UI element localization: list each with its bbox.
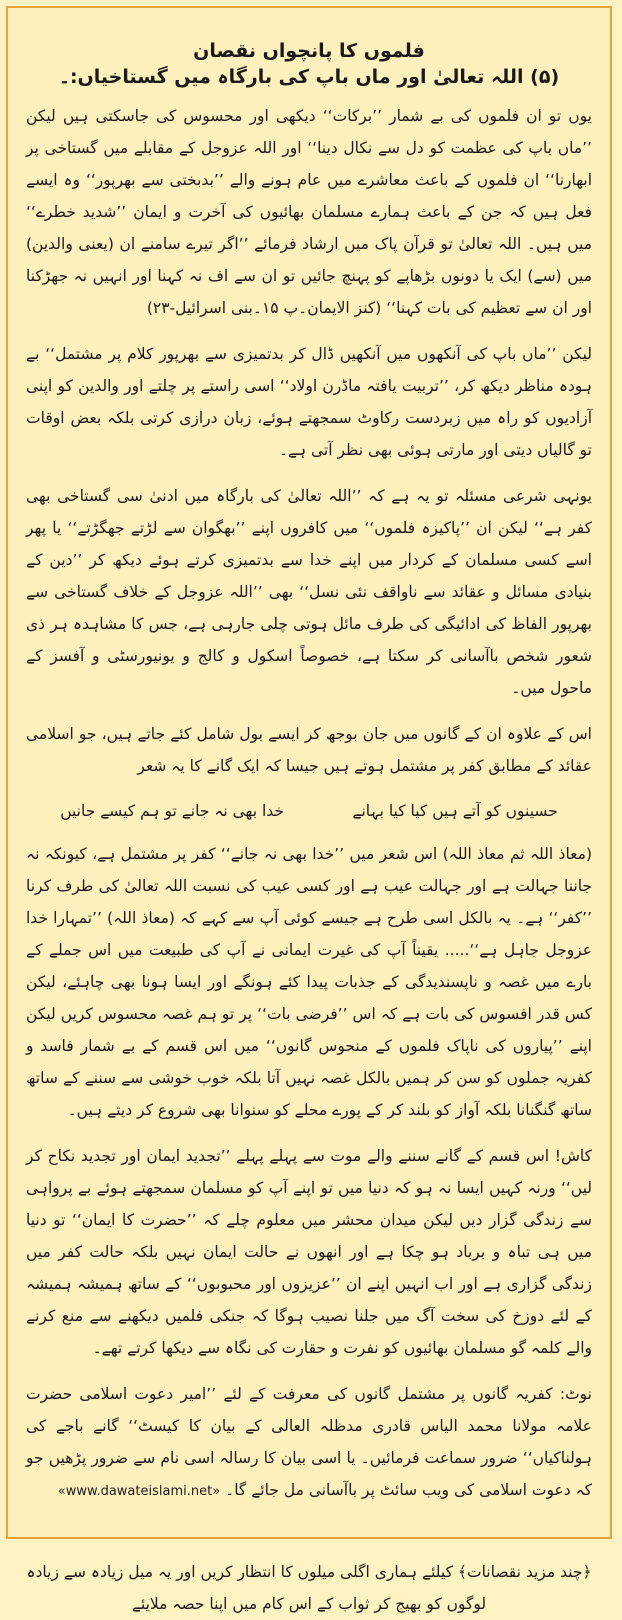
- paragraph-6: کاش! اس قسم کے گانے سننے والے موت سے پہلے پہلے ’’تجدید ایمان اور تجدید نکاح کر لیں‘‘ ورنہ کہیں ایسا نہ ہو کہ دنیا میں تو اپنے آپ کو مسلمان سمجھتے ہوئے بے پرواہی سے زندگی گزار دیں لیکن میدان محشر میں معلوم چلے کہ ’’حضرت کا ایمان‘‘ تو دنیا میں ہی تباہ و برباد ہو چکا ہے اور انھوں نے حالت ایمان نہیں بلکہ حالت کفر میں زندگی گزاری ہے اور اب انہیں اپنے ان ’’عزیزوں اور محبوبوں‘‘ کے ساتھ ہمیشہ ہمیشہ کے لئے دوزخ کی سخت آگ میں جلنا نصیب ہوگا کہ جنکی فلمیں دیکھنے سے منع کرنے والے کلمہ گو مسلمان بھائیوں کو نفرت و حقارت کی نگاہ سے دیکھا کرتے تھے۔: [26, 1147, 592, 1357]
- paragraph-2: لیکن ’’ماں باپ کی آنکھوں میں آنکھیں ڈال کر بدتمیزی سے بھرپور کلام پر مشتمل‘‘ بے ہودہ مناظر دیکھ کر، ’’تربیت یافتہ ماڈرن اولاد‘‘ اسی راستے پر چلتے اور والدین کو اپنی آزادیوں کو راہ میں زبردست رکاوٹ سمجھتے ہوئے، زبان درازی کرتی بلکہ بعض اوقات تو گالیاں دیتی اور مارتی ہوئی بھی نظر آتی ہے۔: [26, 345, 592, 459]
- section-heading: (۵) اللہ تعالیٰ اور ماں باپ کی بارگاہ میں گستاخیاں:۔: [58, 66, 560, 88]
- page-title: فلموں کا پانچواں نقصان: [193, 40, 425, 62]
- poem-couplet: [26, 796, 592, 826]
- paragraph-5: (معاذ اللہ ثم معاذ اللہ) اس شعر میں ’’خدا بھی نہ جانے‘‘ کفر پر مشتمل ہے، کیونکہ نہ جاننا جہالت ہے اور جہالت عیب ہے اور کسی عیب کی نسبت اللہ تعالیٰ کی طرف کرنا ’’کفر‘‘ ہے۔ یہ بالکل اسی طرح ہے جیسے کوئی آپ سے کہے کہ (معاذ اللہ) ’’تمہارا خدا عزوجل جاہل ہے‘‘..... یقیناً آپ کی غیرت ایمانی نے آپ کی طبیعت میں اس جملے کے بارے میں غصہ و ناپسندیدگی کے جذبات پیدا کئے ہونگے اور ایسا ہونا بھی چاہئے، لیکن کس قدر افسوس کی بات ہے کہ اس ’’فرضی بات‘‘ پر تو ہم غصہ محسوس کریں لیکن اپنے ’’پیاروں کی ناپاک فلموں کے منحوس گانوں‘‘ میں اس قسم کے بے شمار فاسد و کفریہ جملوں کو سن کر ہمیں بالکل غصہ نہیں آتا بلکہ خوب خوشی سے سننے کے ساتھ ساتھ گنگنانا بلکہ آواز کو بلند کر کے پورے محلے کو سنوانا بھی شروع کر دیتے ہیں۔: [26, 845, 592, 1119]
- note-block: [26, 1378, 592, 1508]
- footer-message: ﴿چند مزید نقصانات﴾ کیلئے ہماری اگلی میلوں کا انتظار کریں اور یہ میل زیادہ سے زیادہ لوگوں کو بھیج کر ثواب کے اس کام میں اپنا حصہ ملایئے: [26, 1563, 592, 1613]
- document-frame: [6, 6, 612, 1613]
- document-content: [8, 8, 610, 1620]
- paragraph-4: اس کے علاوہ ان کے گانوں میں جان بوجھ کر ایسے بول شامل کئے جاتے ہیں، جو اسلامی عقائد کے مطابق کفر پر مشتمل ہوتے ہیں جیسا کہ ایک گانے کا یہ شعر: [26, 725, 592, 775]
- paragraph-1: یوں تو ان فلموں کی بے شمار ’’برکات‘‘ دیکھی اور محسوس کی جاسکتی ہیں لیکن ’’ماں باپ کی عظمت کو دل سے نکال دینا‘‘ اور اللہ عزوجل کے مقابلے میں گستاخی پر ابھارنا‘‘ ان فلموں کے باعث معاشرے میں عام ہونے والے ’’بدبختی سے بھرپور‘‘ وہ ایسے فعل ہیں کہ جن کے باعث ہمارے مسلمان بھائیوں کی آخرت و ایمان ’’شدید خطرے‘‘ میں ہیں۔ اللہ تعالیٰ تو قرآن پاک میں ارشاد فرمائے ’’اگر تیرے سامنے ان (یعنی والدین) میں (سے) ایک یا دونوں بڑھاپے کو پہنچ جائیں تو ان سے اف نہ کہنا اور انہیں نہ جھڑکنا اور ان سے تعظیم کی بات کہنا‘‘ (کنز الایمان۔پ ۱۵۔بنی اسرائیل-۲۳): [26, 107, 592, 317]
- couplet-first-line: حسینوں کو آتے ہیں کیا کیا بہانے: [352, 802, 558, 820]
- website-link[interactable]: «www.dawateislami.net»: [57, 1484, 221, 1499]
- couplet-second-line: خدا بھی نہ جانے تو ہم کیسے جانیں: [60, 802, 284, 820]
- note-text: نوٹ: کفریہ گانوں پر مشتمل گانوں کی معرفت کے لئے ’’امیر دعوت اسلامی حضرت علامہ مولانا محمد الیاس قادری مدظلہ العالی کے بیان کا کیسٹ‘‘ گانے باجے کی ہولناکیاں‘‘ ضرور سماعت فرمائیں۔ یا اسی بیان کا رسالہ اسی نام سے ضرور پڑھیں جو کہ دعوت اسلامی کی ویب سائٹ پر باآسانی مل جائے گا۔: [26, 1385, 592, 1499]
- paragraph-3: یونہی شرعی مسئلہ تو یہ ہے کہ ’’اللہ تعالیٰ کی بارگاہ میں ادنیٰ سی گستاخی بھی کفر ہے‘‘ لیکن ان ’’پاکیزہ فلموں‘‘ میں کافروں اپنے ’’بھگوان سے لڑتے جھگڑتے‘‘ یا پھر اسے کسی مسلمان کے کردار میں اپنے خدا سے بدتمیزی کرتے ہوئے دیکھ کر ’’دین کے بنیادی مسائل و عقائد سے ناواقف نئی نسل‘‘ بھی ’’اللہ عزوجل کے خلاف گستاخی سے بھرپور الفاظ کی ادائیگی کی طرف مائل ہوتی چلی جارہی ہے، جس کا مشاہدہ ہر ذی شعور شخص باآسانی کر سکتا ہے، خصوصاً اسکول و کالج و یونیورسٹی و آفسز کے ماحول میں۔: [26, 487, 592, 697]
